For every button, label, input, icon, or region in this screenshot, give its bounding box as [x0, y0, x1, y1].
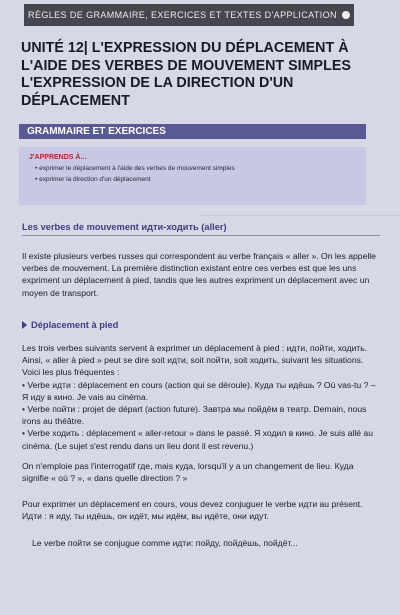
- circle-icon: [342, 11, 350, 19]
- paragraph: Идти : я иду, ты идёшь, он идёт, мы идём, вы идёте, они идут.: [22, 511, 269, 522]
- bleed-line: [200, 215, 400, 216]
- paragraph: • Verbe пойти : projet de départ (action future). Завтра мы пойдём в театр. Demain, nous irons au théâtre.: [22, 404, 367, 427]
- objective-item: • exprimer le déplacement à l'aide des verbes de mouvement simples: [35, 164, 356, 175]
- objectives-box: [19, 147, 366, 205]
- banner-text: RÈGLES DE GRAMMAIRE, EXERCICES ET TEXTES D'APPLICATION: [28, 10, 337, 20]
- paragraph: Ainsi, « aller à pied » peut se dire soit идти, soit пойти, soit ходить, suivant les situations. Voici les plus fréquentes :: [22, 355, 364, 378]
- section1-body: [22, 250, 380, 299]
- paragraph: • Verbe идти : déplacement en cours (action qui se déroule). Куда ты идёшь ? Où vas-tu ? – Я иду в кино. Je vais au cinéma.: [22, 379, 376, 402]
- section2-heading: [22, 320, 118, 330]
- objectives-list: [29, 164, 356, 185]
- section-label: GRAMMAIRE ET EXERCICES: [27, 126, 166, 137]
- paragraph: Pour exprimer un déplacement en cours, vous devez conjuguer le verbe идти au présent.: [22, 499, 363, 510]
- objectives-heading: J'APPRENDS À...: [29, 154, 87, 161]
- triangle-right-icon: [22, 321, 27, 329]
- paragraph: On n'emploie pas l'interrogatif где, mais куда, lorsqu'il y a un changement de lieu. Куда signifie « où ? », « dans quelle direction ? »: [22, 460, 354, 484]
- section2-heading-text: Déplacement à pied: [31, 320, 119, 330]
- section-bar: [19, 124, 366, 139]
- section1-divider: [22, 235, 380, 236]
- section2-body: [22, 342, 380, 549]
- chapter-banner: [24, 4, 354, 26]
- section1-heading: [22, 222, 227, 232]
- unit-title: UNITÉ 12| L'EXPRESSION DU DÉPLACEMENT À L'AIDE DES VERBES DE MOUVEMENT SIMPLES L'EXPRESSION DE LA DIRECTION D'UN DÉPLACEMENT: [21, 40, 351, 109]
- paragraph: Les trois verbes suivants servent à exprimer un déplacement à pied : идти, пойти, ходить.: [22, 343, 368, 353]
- paragraph: Le verbe пойти se conjugue comme идти: пойду, пойдёшь, пойдёт...: [32, 537, 298, 548]
- objective-item: • exprimer la direction d'un déplacement: [35, 175, 356, 186]
- paragraph: • Verbe ходить : déplacement « aller-retour » dans le passé. Я ходил в кино. Je suis allé au cinéma. (Le sujet s'est rendu dans un lieu dont il est revenu.): [22, 428, 373, 451]
- section1-heading-text: Les verbes de mouvement идти-ходить (aller): [22, 222, 227, 232]
- paragraph: Il existe plusieurs verbes russes qui correspondent au verbe français « aller ». On les appelle verbes de mouvement. La première distinction existant entre ces verbes est que les uns expriment un déplacement à pied, tandis que les autres expriment un déplacement avec un moyen de transport.: [22, 251, 376, 298]
